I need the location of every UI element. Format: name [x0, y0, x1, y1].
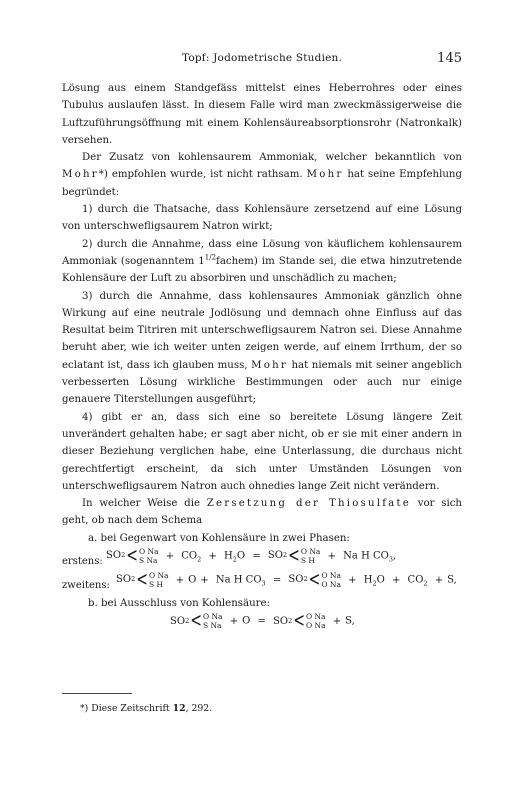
author-name: Mohr [251, 359, 288, 371]
list-item: 1) durch die Thatsache, dass Kohlensäure zersetzend auf eine Lösung von unterschwefligsaurem Natron wirkt; [62, 204, 462, 233]
equation-2: zweitens: SO 2 < O Na S H + O + Na H $CO_3$ = SO 2 < O Na O Na + $H_2O + CO_2 + S$, [62, 571, 462, 595]
list-item: 2) durch die Annahme, dass eine Lösung von käuflichem kohlensaurem Ammoniak (sogenanntem $1^{1/2}fachem$) im Stande sei, die etwa hinzutretende Kohlensäure der Luft zu absorbiren und unschädlich zu machen; [62, 238, 462, 285]
list-item: 3) durch die Annahme, dass kohlensaures Ammoniak gänzlich ohne Wirkung auf eine neutrale Jodlösung und demnach ohne Einfluss auf das Resultat beim Titriren mit unterschwefligsaurem Natron sei. Diese Annahme beruht aber, wie ich weiter unten zeigen werde, auf einem Irrthum, der so eclatant ist, dass ich glauben muss, Mohr hat niemals mit seiner angeblich verbesserten Lösung wirkliche Bestimmungen oder auch nur einige genauere Titerstellungen ausgeführt; [62, 290, 462, 406]
footnote-page: , 292. [185, 703, 213, 714]
paragraph: In welcher Weise die Zersetzung der Thiosulfate vor sich geht, ob nach dem Schema [62, 498, 462, 527]
list-item: 4) gibt er an, dass sich eine so bereitete Lösung längere Zeit unverändert gehalten habe; er sagt aber nicht, ob er sie mit einer andern in dieser Beziehung verglichen habe, eine Unterlassung, die durchaus nicht gerechtfertigt erscheint, da sich unter Umständen Lösungen von unterschwefligsaurem Natron auch ohnedies lange Zeit nicht verändern. [62, 411, 462, 492]
body-text [62, 80, 462, 636]
footnote [80, 703, 212, 714]
running-header [62, 52, 462, 70]
author-name: Mohr [62, 169, 99, 181]
footnote-volume: 12 [172, 703, 186, 714]
spaced-term: Zersetzung der Thiosulfate [206, 498, 411, 510]
footnote-rule [62, 693, 132, 694]
author-name: Mohr [306, 169, 344, 181]
case-heading-a: a. bei Gegenwart von Kohlensäure in zwei Phasen: [88, 532, 350, 544]
running-title: Topf: Jodometrische Studien. [181, 52, 343, 64]
equation-1: erstens: SO 2 < O Na S Na + $CO_2 + H_2O$ = SO 2 < O Na S H + Na H $CO_3$, [62, 547, 462, 571]
footnote-marker: *) [80, 703, 89, 714]
page-number: 145 [437, 51, 462, 66]
case-heading-b: b. bei Ausschluss von Kohlensäure: [88, 598, 270, 610]
equation-label: zweitens: [62, 580, 110, 592]
paragraph: Der Zusatz von kohlensaurem Ammoniak, welcher bekanntlich von Mohr*) empfohlen wurde, ist nicht rathsam. Mohr hat seine Empfehlung begründet: [62, 152, 462, 198]
paragraph: Lösung aus einem Standgefäss mittelst eines Heberrohres oder eines Tubulus auslaufen lässt. In diesem Falle wird man zweckmässigerweise die Luftzuführungsöffnung mit einem Kohlensäureabsorptionsrohr (Natronkalk) versehen. [62, 83, 462, 146]
equation-label: erstens: [62, 556, 103, 568]
footnote-text: Diese Zeitschrift [91, 703, 170, 714]
equation-3: SO 2 < O Na S Na + O = SO 2 < O Na O Na + S, [170, 610, 355, 633]
